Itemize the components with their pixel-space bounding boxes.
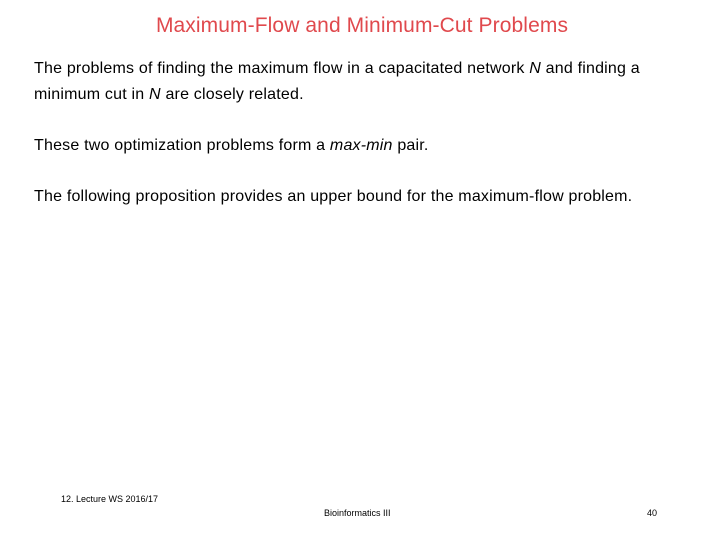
network-symbol: N	[529, 60, 541, 77]
paragraph-maxflow-mincut	[34, 56, 694, 108]
paragraph-text: pair.	[392, 137, 429, 154]
paragraph-text: and finding a minimum cut in	[34, 60, 640, 103]
paragraph-text: The problems of finding the maximum flow in a capacitated network	[34, 60, 530, 77]
slide-title: Maximum-Flow and Minimum-Cut Problems	[155, 14, 569, 37]
paragraph-upper-bound	[34, 184, 694, 210]
page-number: 40	[647, 508, 658, 518]
max-min-term: max-min	[329, 137, 393, 154]
paragraph-text: are closely related.	[160, 86, 304, 103]
paragraph-text: These two optimization problems form a	[34, 137, 330, 154]
paragraph-max-min-pair	[34, 133, 694, 159]
footer-lecture: 12. Lecture WS 2016/17	[61, 494, 159, 504]
footer-course: Bioinformatics III	[324, 508, 391, 518]
paragraph-text: The following proposition provides an upper bound for the maximum-flow problem.	[34, 188, 633, 205]
network-symbol: N	[149, 86, 161, 103]
